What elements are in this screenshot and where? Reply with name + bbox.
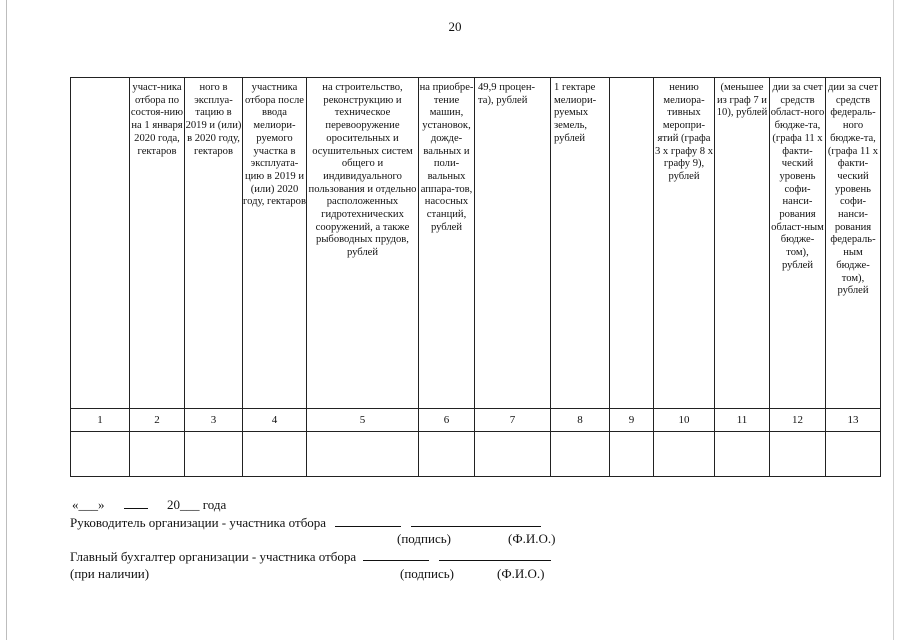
header-cell-5: на строительство, реконструкцию и техническое перевооружение оросительных и осушительных систем общего и индивидуального пользования и отдельно расположенных гидротехнических сооружений, а также рыбоводных прудов, рублей: [307, 78, 419, 409]
head-signature-caption: (подпись): [397, 531, 451, 546]
accountant-signature-caption: (подпись): [400, 566, 454, 581]
header-cell-7: 49,9 процен-та), рублей: [475, 78, 551, 409]
page-edge-right: [893, 0, 894, 640]
date-year[interactable]: 20___ года: [167, 497, 227, 512]
column-number-row: [71, 409, 881, 432]
empty-cell[interactable]: [419, 432, 475, 477]
empty-cell[interactable]: [654, 432, 715, 477]
head-name-caption: (Ф.И.О.): [508, 531, 556, 546]
date-month-blank[interactable]: [124, 496, 148, 509]
column-number: 11: [715, 409, 770, 432]
header-cell-13: дии за счет средств федераль-ного бюдже-та, (графа 11 х факти-ческий уровень софи-нанси-рования федераль-ным бюдже-том), рублей: [826, 78, 881, 409]
column-number: 10: [654, 409, 715, 432]
column-number: 13: [826, 409, 881, 432]
empty-cell[interactable]: [307, 432, 419, 477]
header-cell-4: участника отбора после ввода мелиори-руемого участка в эксплуата-цию в 2019 и (или) 2020 году, гектаров: [243, 78, 307, 409]
header-cell-6: на приобре-тение машин, установок, дожде-вальных и поли-вальных аппара-тов, насосных станций, рублей: [419, 78, 475, 409]
header-cell-3: ного в эксплуа-тацию в 2019 и (или) в 2020 году, гектаров: [185, 78, 243, 409]
column-number: 3: [185, 409, 243, 432]
empty-cell[interactable]: [185, 432, 243, 477]
head-signature-blank[interactable]: [335, 514, 401, 527]
column-number: 8: [551, 409, 610, 432]
column-number: 5: [307, 409, 419, 432]
head-name-blank[interactable]: [411, 514, 541, 527]
column-number: 2: [130, 409, 185, 432]
calculation-table: [70, 77, 881, 477]
column-number: 12: [770, 409, 826, 432]
page-number: 20: [448, 19, 462, 34]
header-cell-12: дии за счет средств област-ного бюдже-та, (графа 11 х факти-ческий уровень софи-нанси-рования област-ным бюдже-том), рублей: [770, 78, 826, 409]
empty-cell[interactable]: [826, 432, 881, 477]
page-edge-left: [6, 0, 7, 640]
date-line: [72, 496, 226, 513]
header-cell-11: (меньшее из граф 7 и 10), рублей: [715, 78, 770, 409]
if-any-note: (при наличии): [70, 566, 150, 581]
accountant-name-blank[interactable]: [439, 548, 551, 561]
empty-cell[interactable]: [243, 432, 307, 477]
empty-cell[interactable]: [551, 432, 610, 477]
accountant-name-caption: (Ф.И.О.): [497, 566, 545, 581]
header-cell-9: [610, 78, 654, 409]
column-number: 6: [419, 409, 475, 432]
header-cell-8: 1 гектаре мелиори-руемых земель, рублей: [551, 78, 610, 409]
header-cell-2: участ-ника отбора по состоя-нию на 1 января 2020 года, гектаров: [130, 78, 185, 409]
head-signature-line: [70, 514, 541, 531]
empty-cell[interactable]: [610, 432, 654, 477]
column-number: 4: [243, 409, 307, 432]
column-number: 9: [610, 409, 654, 432]
empty-cell[interactable]: [130, 432, 185, 477]
column-number: 1: [71, 409, 130, 432]
empty-cell[interactable]: [71, 432, 130, 477]
empty-cell[interactable]: [770, 432, 826, 477]
header-cell-1: [71, 78, 130, 409]
accountant-signature-blank[interactable]: [363, 548, 429, 561]
column-number: 7: [475, 409, 551, 432]
table-header-row: [71, 78, 881, 409]
empty-cell[interactable]: [715, 432, 770, 477]
header-cell-10: нению мелиора-тивных меропри-ятий (графа 3 х графу 8 х графу 9), рублей: [654, 78, 715, 409]
empty-cell[interactable]: [475, 432, 551, 477]
head-label: Руководитель организации - участника отбора: [70, 515, 327, 530]
date-day[interactable]: «___»: [72, 497, 105, 512]
empty-data-row: [71, 432, 881, 477]
accountant-signature-line: [70, 548, 551, 565]
accountant-label: Главный бухгалтер организации - участника отбора: [70, 549, 357, 564]
